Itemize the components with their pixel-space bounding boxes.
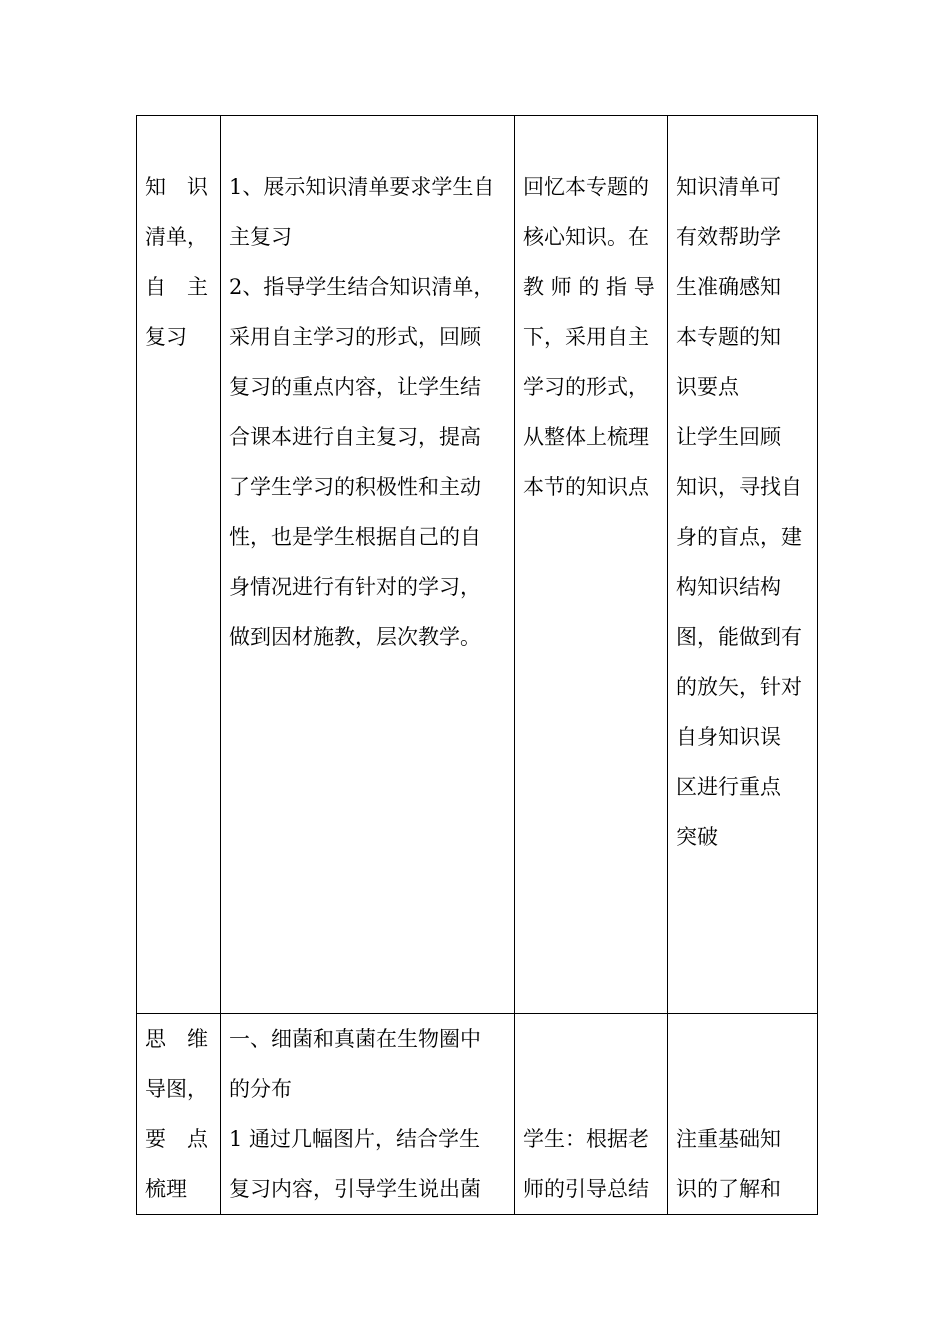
intent-line: 构知识结构 bbox=[676, 575, 781, 599]
stage-cell bbox=[137, 1014, 221, 1215]
intent-line: 识要点 bbox=[676, 375, 739, 399]
student-line: 核心知识。在 bbox=[523, 225, 649, 249]
teacher-line: 了学生学习的积极性和主动 bbox=[229, 475, 481, 499]
intent-line: 知识，寻找自 bbox=[676, 475, 802, 499]
intent-line: 有效帮助学 bbox=[676, 225, 781, 249]
teacher-line: 1 通过几幅图片，结合学生 bbox=[229, 1127, 481, 1151]
intent-line: 识的了解和 bbox=[676, 1177, 781, 1201]
student-line: 回忆本专题的 bbox=[523, 175, 649, 199]
teacher-line: 合课本进行自主复习，提高 bbox=[229, 425, 481, 449]
intent-line: 让学生回顾 bbox=[676, 425, 781, 449]
teacher-activity-cell bbox=[221, 1014, 515, 1215]
teacher-line: 一、细菌和真菌在生物圈中 bbox=[229, 1027, 481, 1051]
student-line: 从整体上梳理 bbox=[523, 425, 649, 449]
intent-line: 图，能做到有 bbox=[676, 625, 802, 649]
stage-line: 自 主 bbox=[145, 275, 208, 299]
stage-line: 导图， bbox=[145, 1077, 208, 1101]
student-line: 下，采用自主 bbox=[523, 325, 649, 349]
teacher-line: 主复习 bbox=[229, 225, 292, 249]
intent-line: 身的盲点，建 bbox=[676, 525, 802, 549]
lesson-plan-table bbox=[136, 115, 818, 1215]
stage-line: 知 识 bbox=[145, 175, 208, 199]
teacher-line: 身情况进行有针对的学习， bbox=[229, 575, 481, 599]
teacher-line: 复习内容，引导学生说出菌 bbox=[229, 1177, 481, 1201]
stage-line: 清单， bbox=[145, 225, 208, 249]
teacher-line: 做到因材施教，层次教学。 bbox=[229, 625, 481, 649]
table-row bbox=[137, 116, 818, 1014]
intent-line: 突破 bbox=[676, 825, 718, 849]
table-row bbox=[137, 1014, 818, 1215]
intent-line: 的放矢，针对 bbox=[676, 675, 802, 699]
teacher-line: 1、展示知识清单要求学生自 bbox=[229, 175, 495, 199]
teacher-line: 采用自主学习的形式，回顾 bbox=[229, 325, 481, 349]
intent-line: 区进行重点 bbox=[676, 775, 781, 799]
stage-line: 要 点 bbox=[145, 1127, 208, 1151]
intent-line: 本专题的知 bbox=[676, 325, 781, 349]
teacher-line: 的分布 bbox=[229, 1077, 292, 1101]
stage-line: 复习 bbox=[145, 325, 187, 349]
stage-cell bbox=[137, 116, 221, 1014]
stage-line: 思 维 bbox=[145, 1027, 208, 1051]
teacher-line: 2、指导学生结合知识清单， bbox=[229, 275, 495, 299]
intent-line: 注重基础知 bbox=[676, 1127, 781, 1151]
teacher-line: 复习的重点内容，让学生结 bbox=[229, 375, 481, 399]
student-activity-cell bbox=[515, 1014, 668, 1215]
design-intent-cell bbox=[668, 116, 818, 1014]
student-line: 本节的知识点 bbox=[523, 475, 649, 499]
intent-line: 生准确感知 bbox=[676, 275, 781, 299]
student-line: 学生：根据老 bbox=[523, 1127, 649, 1151]
intent-line: 自身知识误 bbox=[676, 725, 781, 749]
student-line: 师的引导总结 bbox=[523, 1177, 649, 1201]
student-line: 教 师 的 指 导 bbox=[523, 275, 655, 299]
student-activity-cell bbox=[515, 116, 668, 1014]
teacher-line: 性，也是学生根据自己的自 bbox=[229, 525, 481, 549]
design-intent-cell bbox=[668, 1014, 818, 1215]
stage-line: 梳理 bbox=[145, 1177, 187, 1201]
student-line: 学习的形式， bbox=[523, 375, 649, 399]
teacher-activity-cell bbox=[221, 116, 515, 1014]
intent-line: 知识清单可 bbox=[676, 175, 781, 199]
